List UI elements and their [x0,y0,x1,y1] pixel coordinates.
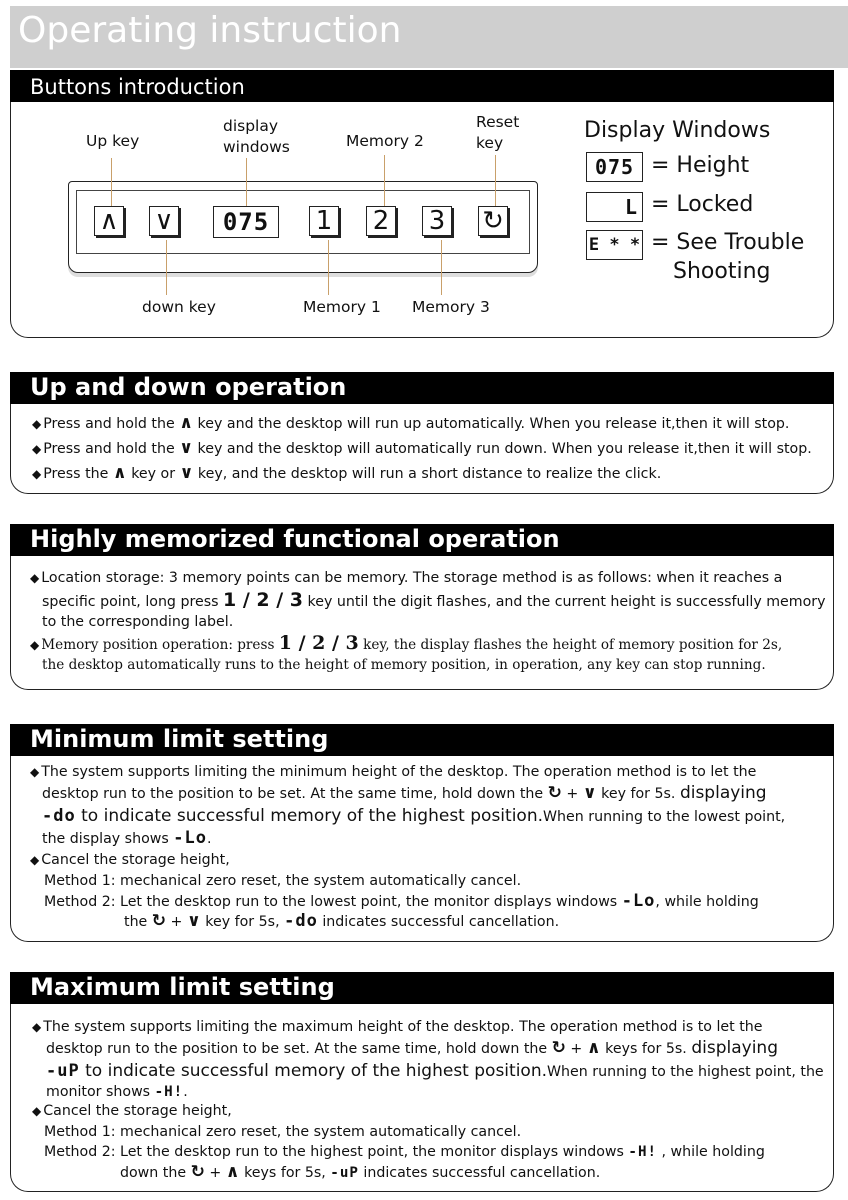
reset-icon: ↻ [151,911,167,931]
hi-symbol: -H! [154,1084,184,1100]
minimum-line-3: -do to indicate successful memory of the highest position.When running to the lowest point, [42,806,786,826]
hi-symbol: -H! [628,1144,658,1160]
memory-1-key[interactable]: 1 [309,206,339,236]
reset-icon: ↻ [547,783,562,803]
label-reset-key: Reset key [476,113,520,152]
memory-line-3: to the corresponding label. [42,614,234,630]
leader-display [246,158,247,206]
down-key[interactable]: ∨ [149,206,179,236]
down-icon: ∨ [179,463,194,483]
page-title: Operating instruction [18,10,402,51]
lo-symbol: -Lo [621,891,656,911]
leader-reset [495,155,496,206]
memory-2-key[interactable]: 2 [366,206,396,236]
up-symbol: -uP [46,1061,80,1081]
label-memory-1: Memory 1 [303,298,381,316]
panel-display: 075 [213,206,279,238]
maximum-line-5: ◆ Cancel the storage height, [32,1103,232,1119]
memory-line-1: ◆ Location storage: 3 memory points can be memory. The storage method is as follows: when it reaches a [30,570,783,586]
minimum-line-4: the display shows -Lo. [42,828,212,848]
label-up-key: Up key [86,132,140,150]
display-windows-title: Display Windows [584,118,771,143]
legend-text-error: = See Trouble [651,230,805,255]
legend-text-locked: = Locked [651,192,754,217]
up-icon: ∧ [586,1038,601,1058]
reset-icon: ↻ [190,1162,205,1182]
up-icon: ∧ [179,413,194,433]
up-key[interactable]: ∧ [94,206,124,236]
memory-line-4: ◆ Memory position operation: press 1 / 2 / 3 key, the display flashes the height of memory position for 2s, [30,632,783,654]
leader-down [166,240,167,295]
down-icon: ∨ [179,438,194,458]
leader-m2 [384,155,385,206]
label-down-key: down key [142,298,216,316]
section-header-buttons: Buttons introduction [10,70,834,102]
legend-window-error: E * * [586,230,643,260]
label-memory-3: Memory 3 [412,298,490,316]
legend-window-height: 075 [586,152,643,182]
memory-line-5: the desktop automatically runs to the height of memory position, in operation, any key can stop running. [42,657,766,673]
legend-window-locked: L [586,192,643,222]
reset-key[interactable]: ↻ [478,206,508,236]
do-symbol: -do [42,806,76,826]
updown-line-2: ◆ Press and hold the ∨ key and the desktop will automatically run down. When you release it,then it will stop. [32,438,812,458]
maximum-line-4: monitor shows -H!. [46,1084,188,1100]
section-header-memory: Highly memorized functional operation [10,524,834,556]
minimum-line-8: the ↻ + ∨ key for 5s, -do indicates successful cancellation. [124,911,560,931]
minimum-line-6: Method 1: mechanical zero reset, the system automatically cancel. [44,873,522,889]
do-symbol: -do [284,911,318,931]
down-icon: ∨ [186,911,201,931]
maximum-line-6: Method 1: mechanical zero reset, the system automatically cancel. [44,1124,522,1140]
maximum-line-8: down the ↻ + ∧ keys for 5s, -uP indicates successful cancellation. [120,1162,601,1182]
up-icon: ∧ [112,463,127,483]
maximum-line-2: desktop run to the position to be set. At the same time, hold down the ↻ + ∧ keys for 5s. displaying [46,1038,778,1058]
section-header-minimum: Minimum limit setting [10,724,834,756]
section-header-updown: Up and down operation [10,372,834,404]
up-icon: ∧ [225,1162,240,1182]
maximum-line-7: Method 2: Let the desktop run to the highest point, the monitor displays windows -H! , while holding [44,1144,765,1160]
lo-symbol: -Lo [173,828,207,848]
memory-3-key[interactable]: 3 [422,206,452,236]
section-header-maximum: Maximum limit setting [10,972,834,1004]
maximum-line-3: -uP to indicate successful memory of the highest position.When running to the highest point, the [46,1061,824,1081]
memory-line-2: specific point, long press 1 / 2 / 3 key until the digit flashes, and the current height is successfully memory [42,589,826,611]
reset-icon: ↻ [551,1038,566,1058]
minimum-line-2: desktop run to the position to be set. At the same time, hold down the ↻ + ∨ key for 5s. displaying [42,783,767,803]
minimum-line-5: ◆ Cancel the storage height, [30,852,230,868]
minimum-line-7: Method 2: Let the desktop run to the lowest point, the monitor displays windows -Lo, while holding [44,891,759,911]
down-icon: ∨ [582,783,597,803]
minimum-line-1: ◆ The system supports limiting the minimum height of the desktop. The operation method is to let the [30,764,757,780]
maximum-line-1: ◆ The system supports limiting the maximum height of the desktop. The operation method is to let the [32,1019,763,1035]
label-memory-2: Memory 2 [346,132,424,150]
legend-text-error-cont: Shooting [673,259,771,284]
leader-up [111,158,112,206]
control-face [76,190,530,254]
legend-text-height: = Height [651,153,750,178]
leader-m3 [441,240,442,295]
label-display-windows: display windows [223,117,290,156]
updown-line-1: ◆ Press and hold the ∧ key and the desktop will run up automatically. When you release it,then it will stop. [32,413,790,433]
leader-m1 [328,240,329,295]
up-symbol: -uP [330,1165,359,1181]
updown-line-3: ◆ Press the ∧ key or ∨ key, and the desktop will run a short distance to realize the click. [32,463,662,483]
